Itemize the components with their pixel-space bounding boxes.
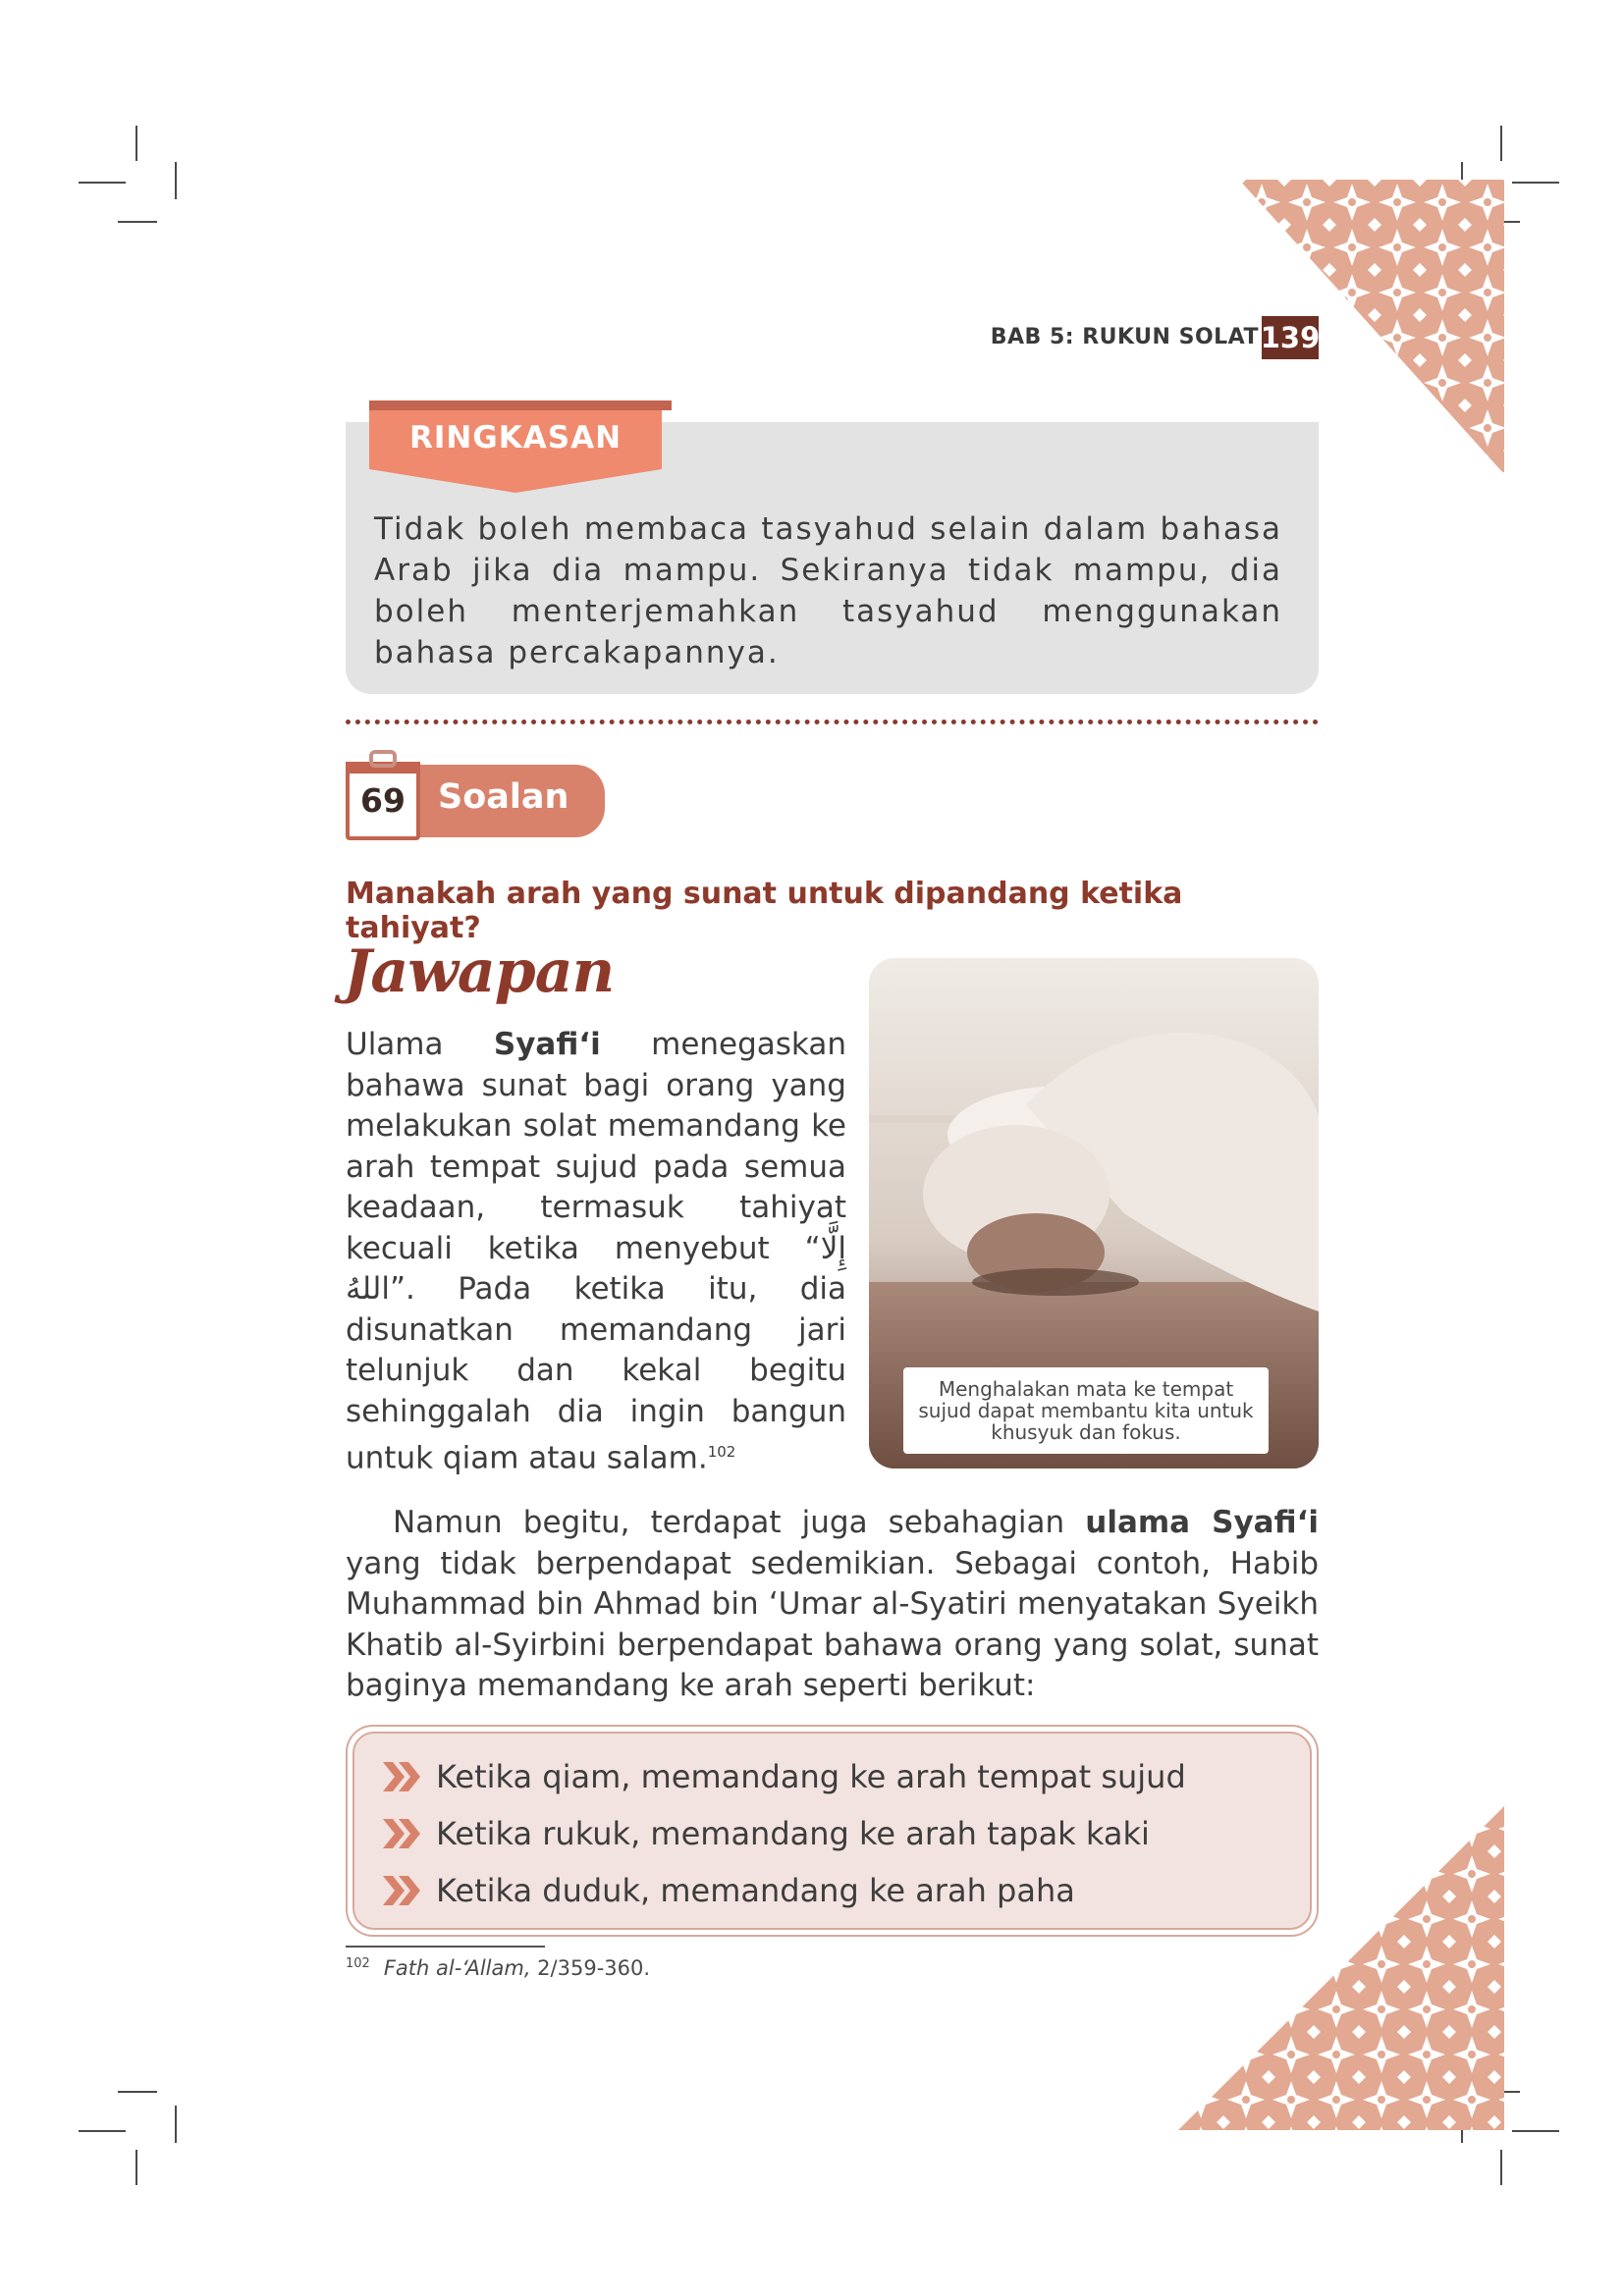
answer-p2-bold: ulama Syafi‘i bbox=[1085, 1505, 1319, 1540]
crop-mark bbox=[1500, 2150, 1502, 2185]
footnote bbox=[346, 1956, 650, 1980]
answer-paragraph-1 bbox=[346, 1025, 846, 1479]
crop-mark bbox=[79, 182, 126, 184]
crop-mark bbox=[118, 221, 157, 223]
crop-mark bbox=[79, 2130, 126, 2132]
crop-mark bbox=[175, 2106, 177, 2143]
answer-p1-text: Ulama bbox=[346, 1027, 494, 1062]
footnote-number: 102 bbox=[346, 1956, 370, 1971]
footnote-rule bbox=[346, 1946, 545, 1948]
crop-mark bbox=[135, 2150, 137, 2185]
photo-caption: Menghalakan mata ke tempat sujud dapat membantu kita untuk khusyuk dan fokus. bbox=[903, 1367, 1269, 1454]
list-item-text: Ketika rukuk, memandang ke arah tapak kaki bbox=[436, 1815, 1150, 1852]
crop-mark bbox=[135, 126, 137, 161]
question-text: Manakah arah yang sunat untuk dipandang ketika tahiyat? bbox=[346, 877, 1183, 945]
list-item bbox=[381, 1814, 1150, 1853]
answer-p1-bold: Syafi‘i bbox=[493, 1027, 601, 1062]
list-item bbox=[381, 1871, 1075, 1910]
answer-p1-text-cont: menegaskan bahawa sunat bagi orang yang melakukan solat memandang ke arah tempat sujud pada semua keadaan, termasuk tahiyat kecuali ketika menyebut “إِلَّا اللهُ”. Pada ketika itu, dia disunatkan memandang jari telunjuk dan kekal begitu sehinggalah dia ingin bangun untuk qiam atau salam. bbox=[346, 1027, 846, 1476]
crop-mark bbox=[118, 2091, 157, 2093]
list-item-text: Ketika duduk, memandang ke arah paha bbox=[436, 1872, 1075, 1909]
crop-mark bbox=[175, 162, 177, 199]
summary-label: RINGKASAN bbox=[408, 420, 623, 455]
double-chevron-icon bbox=[381, 1817, 424, 1850]
question-label: Soalan bbox=[438, 777, 569, 817]
answer-p2-text-cont: yang tidak berpendapat sedemikian. Sebagai contoh, Habib Muhammad bin Ahmad bin ‘Umar al-Syatiri menyatakan Syeikh Khatib al-Syirbini berpendapat bahawa orang yang solat, sunat baginya memandang ke arah seperti berikut: bbox=[346, 1545, 1319, 1703]
list-item-text: Ketika qiam, memandang ke arah tempat sujud bbox=[436, 1758, 1186, 1795]
crop-mark bbox=[1512, 182, 1559, 184]
footnote-title: Fath al-‘Allam, bbox=[383, 1956, 531, 1980]
chapter-title: BAB 5: RUKUN SOLAT bbox=[990, 325, 1259, 349]
double-chevron-icon bbox=[381, 1874, 424, 1907]
crop-mark bbox=[1512, 2130, 1559, 2132]
section-divider bbox=[346, 720, 1319, 724]
footnote-ref: 102 bbox=[707, 1443, 736, 1461]
list-item bbox=[381, 1757, 1186, 1796]
summary-text: Tidak boleh membaca tasyahud selain dalam bahasa Arab jika dia mampu. Sekiranya tidak mampu, dia boleh menterjemahkan tasyahud menggunakan bahasa percakapannya. bbox=[374, 511, 1282, 670]
crop-mark bbox=[1500, 126, 1502, 161]
footnote-ref-text: 2/359-360. bbox=[530, 1956, 651, 1980]
question-number: 69 bbox=[360, 781, 406, 820]
answer-paragraph-2 bbox=[346, 1503, 1319, 1707]
calendar-ring-icon bbox=[369, 748, 397, 768]
double-chevron-icon bbox=[381, 1760, 424, 1793]
answer-heading: Jawapan bbox=[344, 937, 615, 1006]
page-number: 139 bbox=[1262, 316, 1319, 359]
answer-p2-text: Namun begitu, terdapat juga sebahagian bbox=[393, 1505, 1086, 1540]
